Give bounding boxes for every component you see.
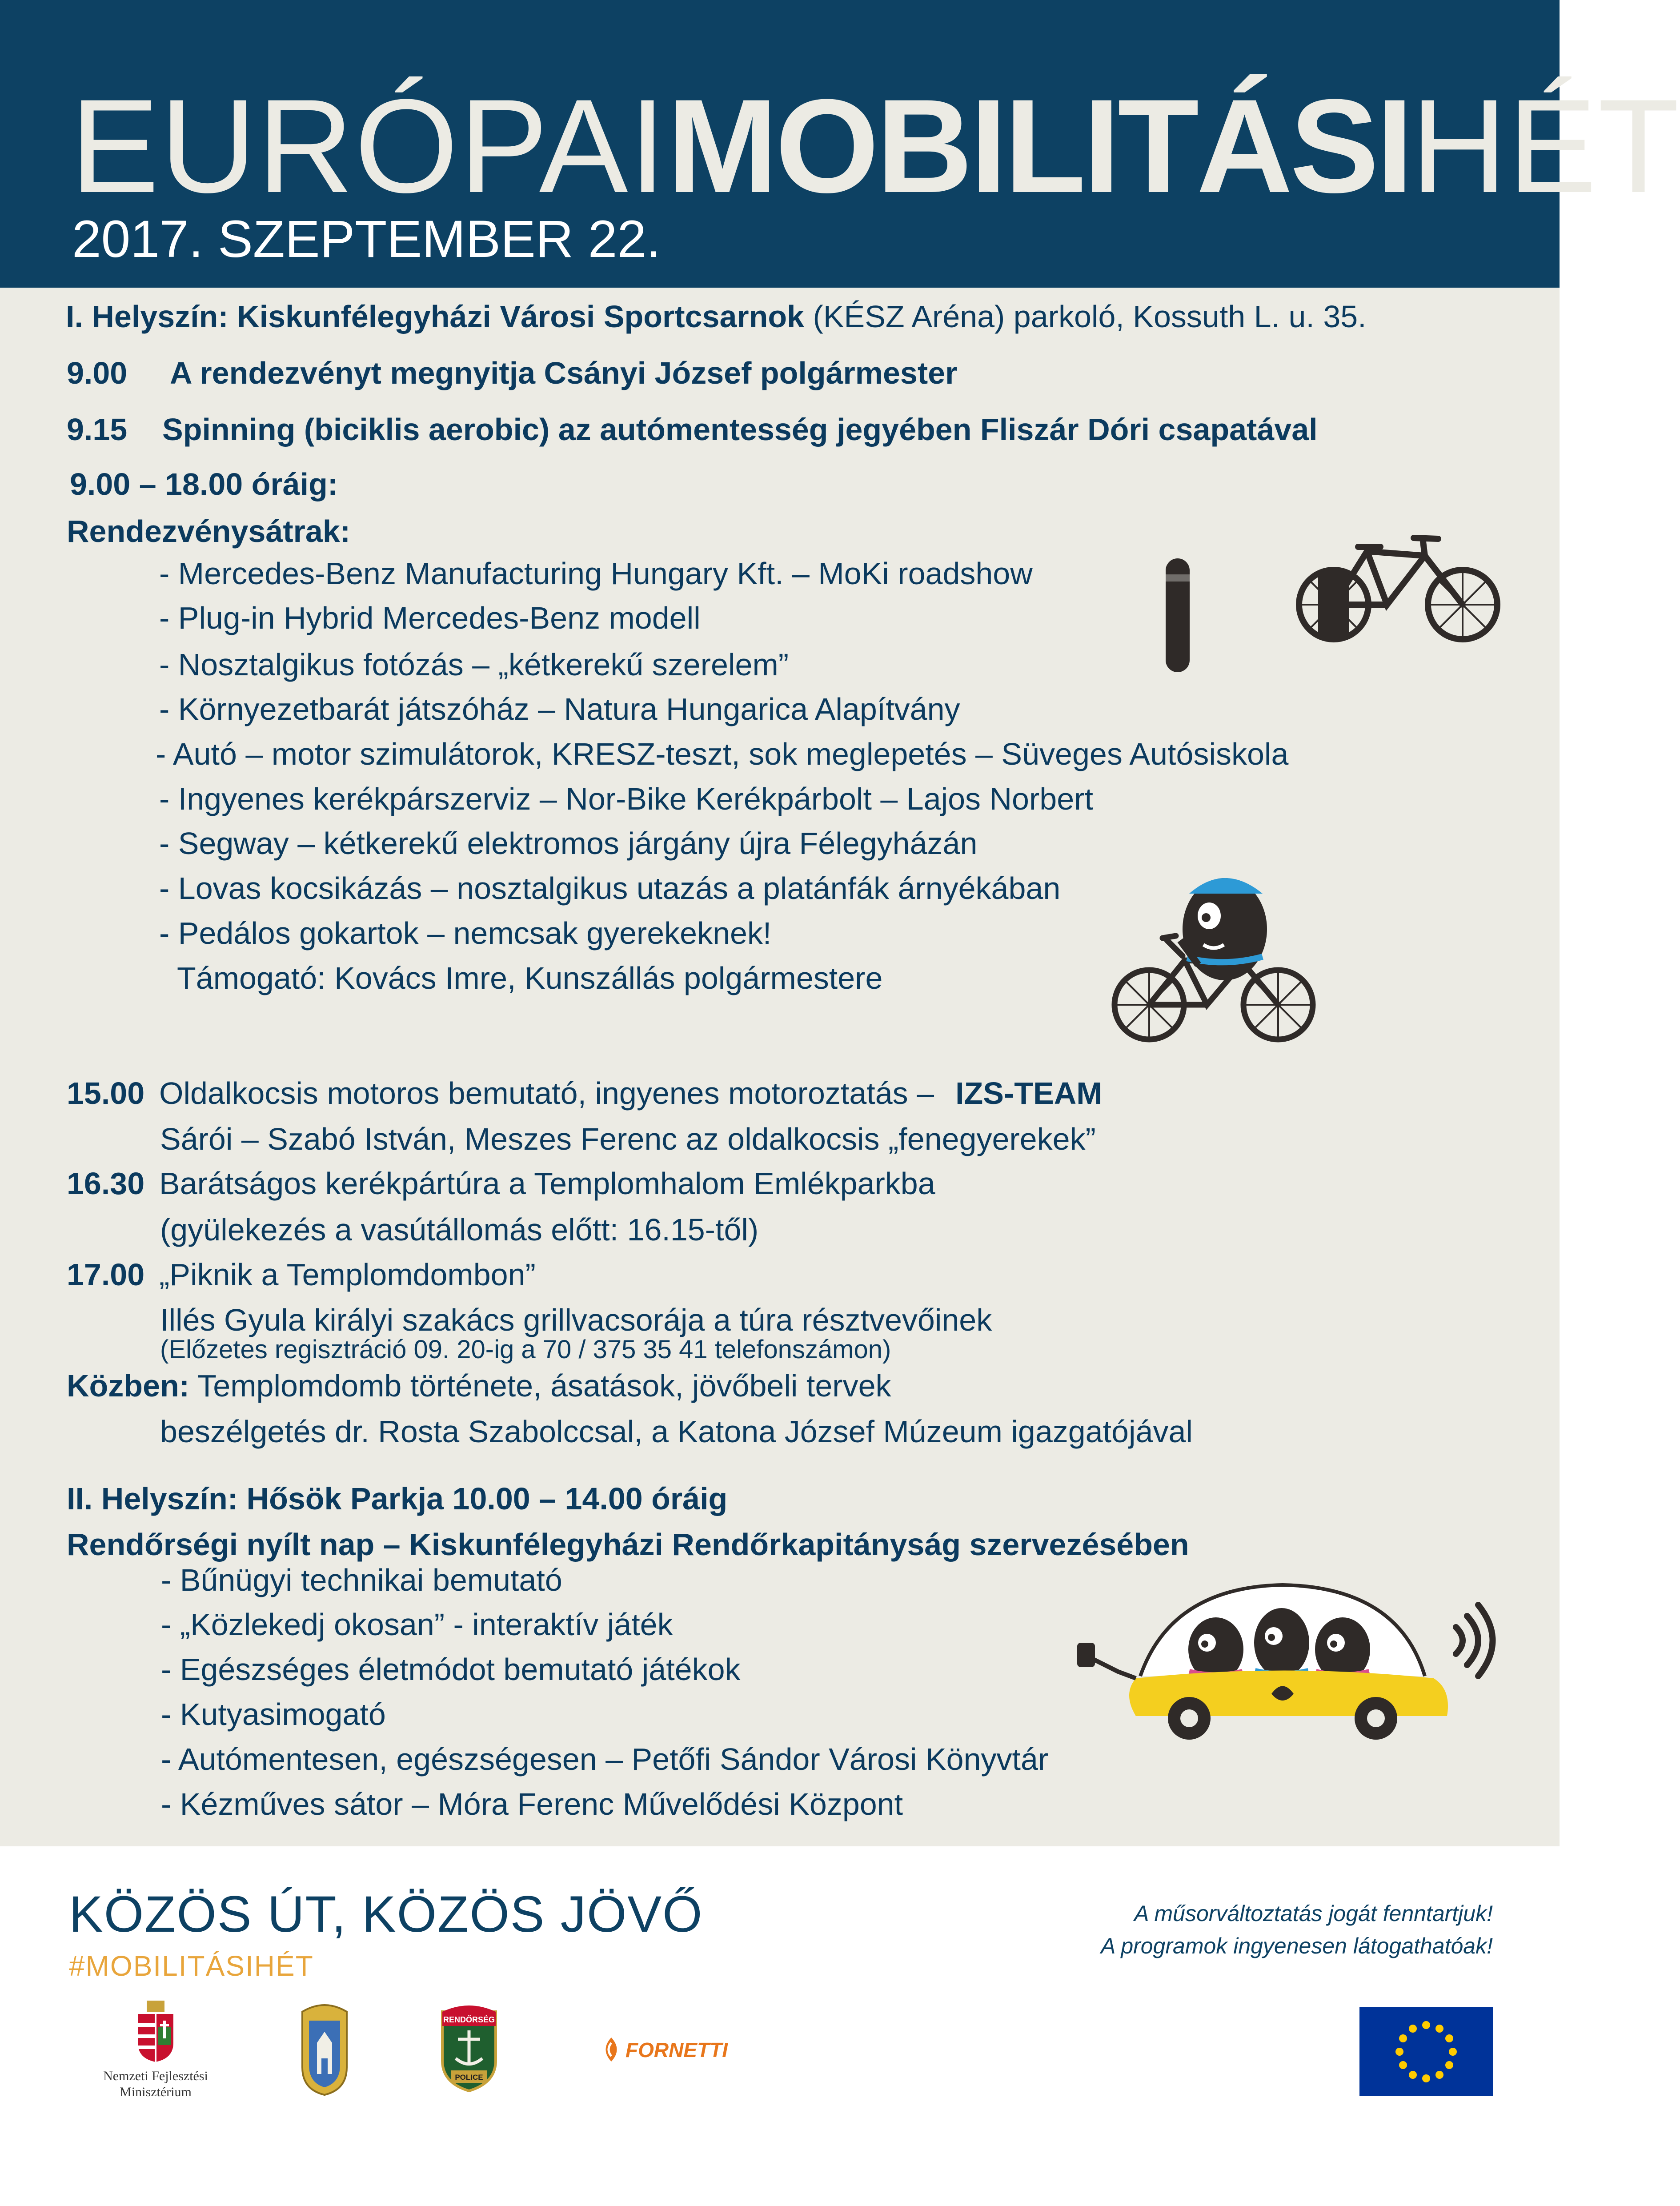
schedule-time: 9.00 (67, 356, 128, 390)
event-sidecar-sub: Sárói – Szabó István, Meszes Ferenc az oldalkocsis „fenegyerekek” (160, 1122, 1096, 1156)
disclaimer-free-entry: A programok ingyenesen látogathatóak! (1100, 1933, 1493, 1958)
fornetti-logo-text: FORNETTI (625, 2038, 728, 2062)
title-part-mobilitasi: MOBILITÁSI (667, 71, 1411, 221)
event-text: „Piknik a Templomdombon” (159, 1257, 536, 1292)
fornetti-logo (598, 2034, 767, 2065)
event-date: 2017. SZEPTEMBER 22. (72, 210, 661, 269)
venue1-label: I. Helyszín: Kiskunfélegyházi Városi Sportcsarnok (66, 299, 805, 334)
list-item: - Autómentesen, egészségesen – Petőfi Sándor Városi Könyvtár (161, 1742, 1049, 1777)
schedule-time: 9.15 (67, 412, 128, 447)
allday-heading: Rendezvénysátrak: (67, 514, 351, 549)
list-item: - Plug-in Hybrid Mercedes-Benz modell (159, 601, 701, 635)
list-item: - Nosztalgikus fotózás – „kétkerekű szerelem” (159, 647, 789, 682)
list-item: - Autó – motor szimulátorok, KRESZ-teszt, sok meglepetés – Süveges Autósiskola (156, 737, 1289, 771)
police-badge-bottom-text: POLICE (455, 2073, 483, 2082)
bollard-icon (1161, 557, 1194, 674)
list-item: - Lovas kocsikázás – nosztalgikus utazás a platánfák árnyékában (159, 871, 1061, 906)
schedule-text: A rendezvényt megnyitja Csányi József polgármester (170, 356, 958, 390)
sponsor-note: Támogató: Kovács Imre, Kunszállás polgármestere (177, 961, 883, 995)
list-item: - Segway – kétkerekű elektromos járgány újra Félegyházán (159, 826, 978, 861)
event-time: 15.00 (67, 1076, 145, 1111)
event-text: Oldalkocsis motoros bemutató, ingyenes motoroztatás – (159, 1076, 934, 1111)
event-picnic-sub: Illés Gyula királyi szakács grillvacsorája a túra résztvevőinek (160, 1303, 992, 1337)
slogan: KÖZÖS ÚT, KÖZÖS JÖVŐ (69, 1886, 703, 1943)
venue1-line (66, 298, 1367, 335)
event-text: Barátságos kerékpártúra a Templomhalom Emlékparkba (159, 1166, 935, 1201)
registration-note: (Előzetes regisztráció 09. 20-ig a 70 / 375 35 41 telefonszámon) (160, 1335, 891, 1364)
list-item: - Kutyasimogató (161, 1697, 386, 1732)
schedule-text: Spinning (biciklis aerobic) az autómentesség jegyében Fliszár Dóri csapatával (162, 412, 1318, 447)
event-time: 16.30 (67, 1166, 145, 1201)
venue2-heading: Rendőrségi nyílt nap – Kiskunfélegyházi Rendőrkapitányság szervezésében (67, 1527, 1189, 1562)
list-item: - Kézműves sátor – Móra Ferenc Művelődési Központ (161, 1787, 903, 1821)
event-bike-tour-sub: (gyülekezés a vasútállomás előtt: 16.15-től) (160, 1212, 759, 1247)
header-banner (0, 0, 1680, 288)
event-sidecar (67, 1075, 1103, 1112)
event-bike-tour (67, 1165, 935, 1202)
police-badge-top-text: RENDŐRSÉG (443, 2015, 495, 2024)
cyclist-mascot-icon (1109, 862, 1318, 1045)
ministry-line1: Nemzeti Fejlesztési (103, 2069, 208, 2083)
meanwhile-sub: beszélgetés dr. Rosta Szabolccsal, a Katona József Múzeum igazgatójával (160, 1414, 1193, 1449)
ministry-line2: Minisztérium (120, 2085, 192, 2099)
meanwhile-label: Közben: (67, 1368, 190, 1403)
list-item: - Mercedes-Benz Manufacturing Hungary Kft. – MoKi roadshow (159, 556, 1033, 591)
disclaimer-program-change: A műsorváltoztatás jogát fenntartjuk! (1134, 1901, 1493, 1926)
bicycle-icon (1291, 529, 1505, 662)
ministry-logo (67, 2001, 245, 2099)
list-item: - Bűnügyi technikai bemutató (161, 1563, 562, 1597)
eu-flag-icon (1359, 2007, 1493, 2096)
event-team: IZS-TEAM (955, 1076, 1103, 1111)
page-title (70, 71, 1680, 221)
event-time: 17.00 (67, 1257, 145, 1292)
police-badge-icon (438, 2003, 500, 2092)
hungarian-coat-of-arms-icon (136, 2001, 176, 2063)
list-item: - Ingyenes kerékpárszerviz – Nor-Bike Kerékpárbolt – Lajos Norbert (159, 782, 1093, 816)
list-item: - „Közlekedj okosan” - interaktív játék (161, 1607, 673, 1642)
electric-car-icon (1069, 1583, 1492, 1747)
venue2-label: II. Helyszín: Hősök Parkja 10.00 – 14.00 óráig (67, 1481, 728, 1516)
city-coat-of-arms-icon (296, 2001, 353, 2096)
meanwhile-text: Templomdomb története, ásatások, jövőbeli tervek (197, 1368, 891, 1403)
hashtag: #MOBILITÁSIHÉT (69, 1950, 314, 1982)
list-item: - Pedálos gokartok – nemcsak gyerekeknek! (159, 916, 772, 951)
list-item: - Egészséges életmódot bemutató játékok (161, 1652, 741, 1687)
schedule-item-spinning (67, 411, 1318, 448)
list-item: - Környezetbarát játszóház – Natura Hungarica Alapítvány (159, 692, 960, 726)
title-part-het: HÉT (1411, 71, 1680, 221)
meanwhile-line (67, 1367, 891, 1404)
venue1-address: (KÉSZ Aréna) parkoló, Kossuth L. u. 35. (804, 299, 1367, 334)
allday-time: 9.00 – 18.00 óráig: (70, 467, 338, 501)
title-part-europai: EURÓPAI (70, 71, 667, 221)
schedule-item-opening (67, 354, 957, 392)
event-picnic (67, 1256, 536, 1293)
